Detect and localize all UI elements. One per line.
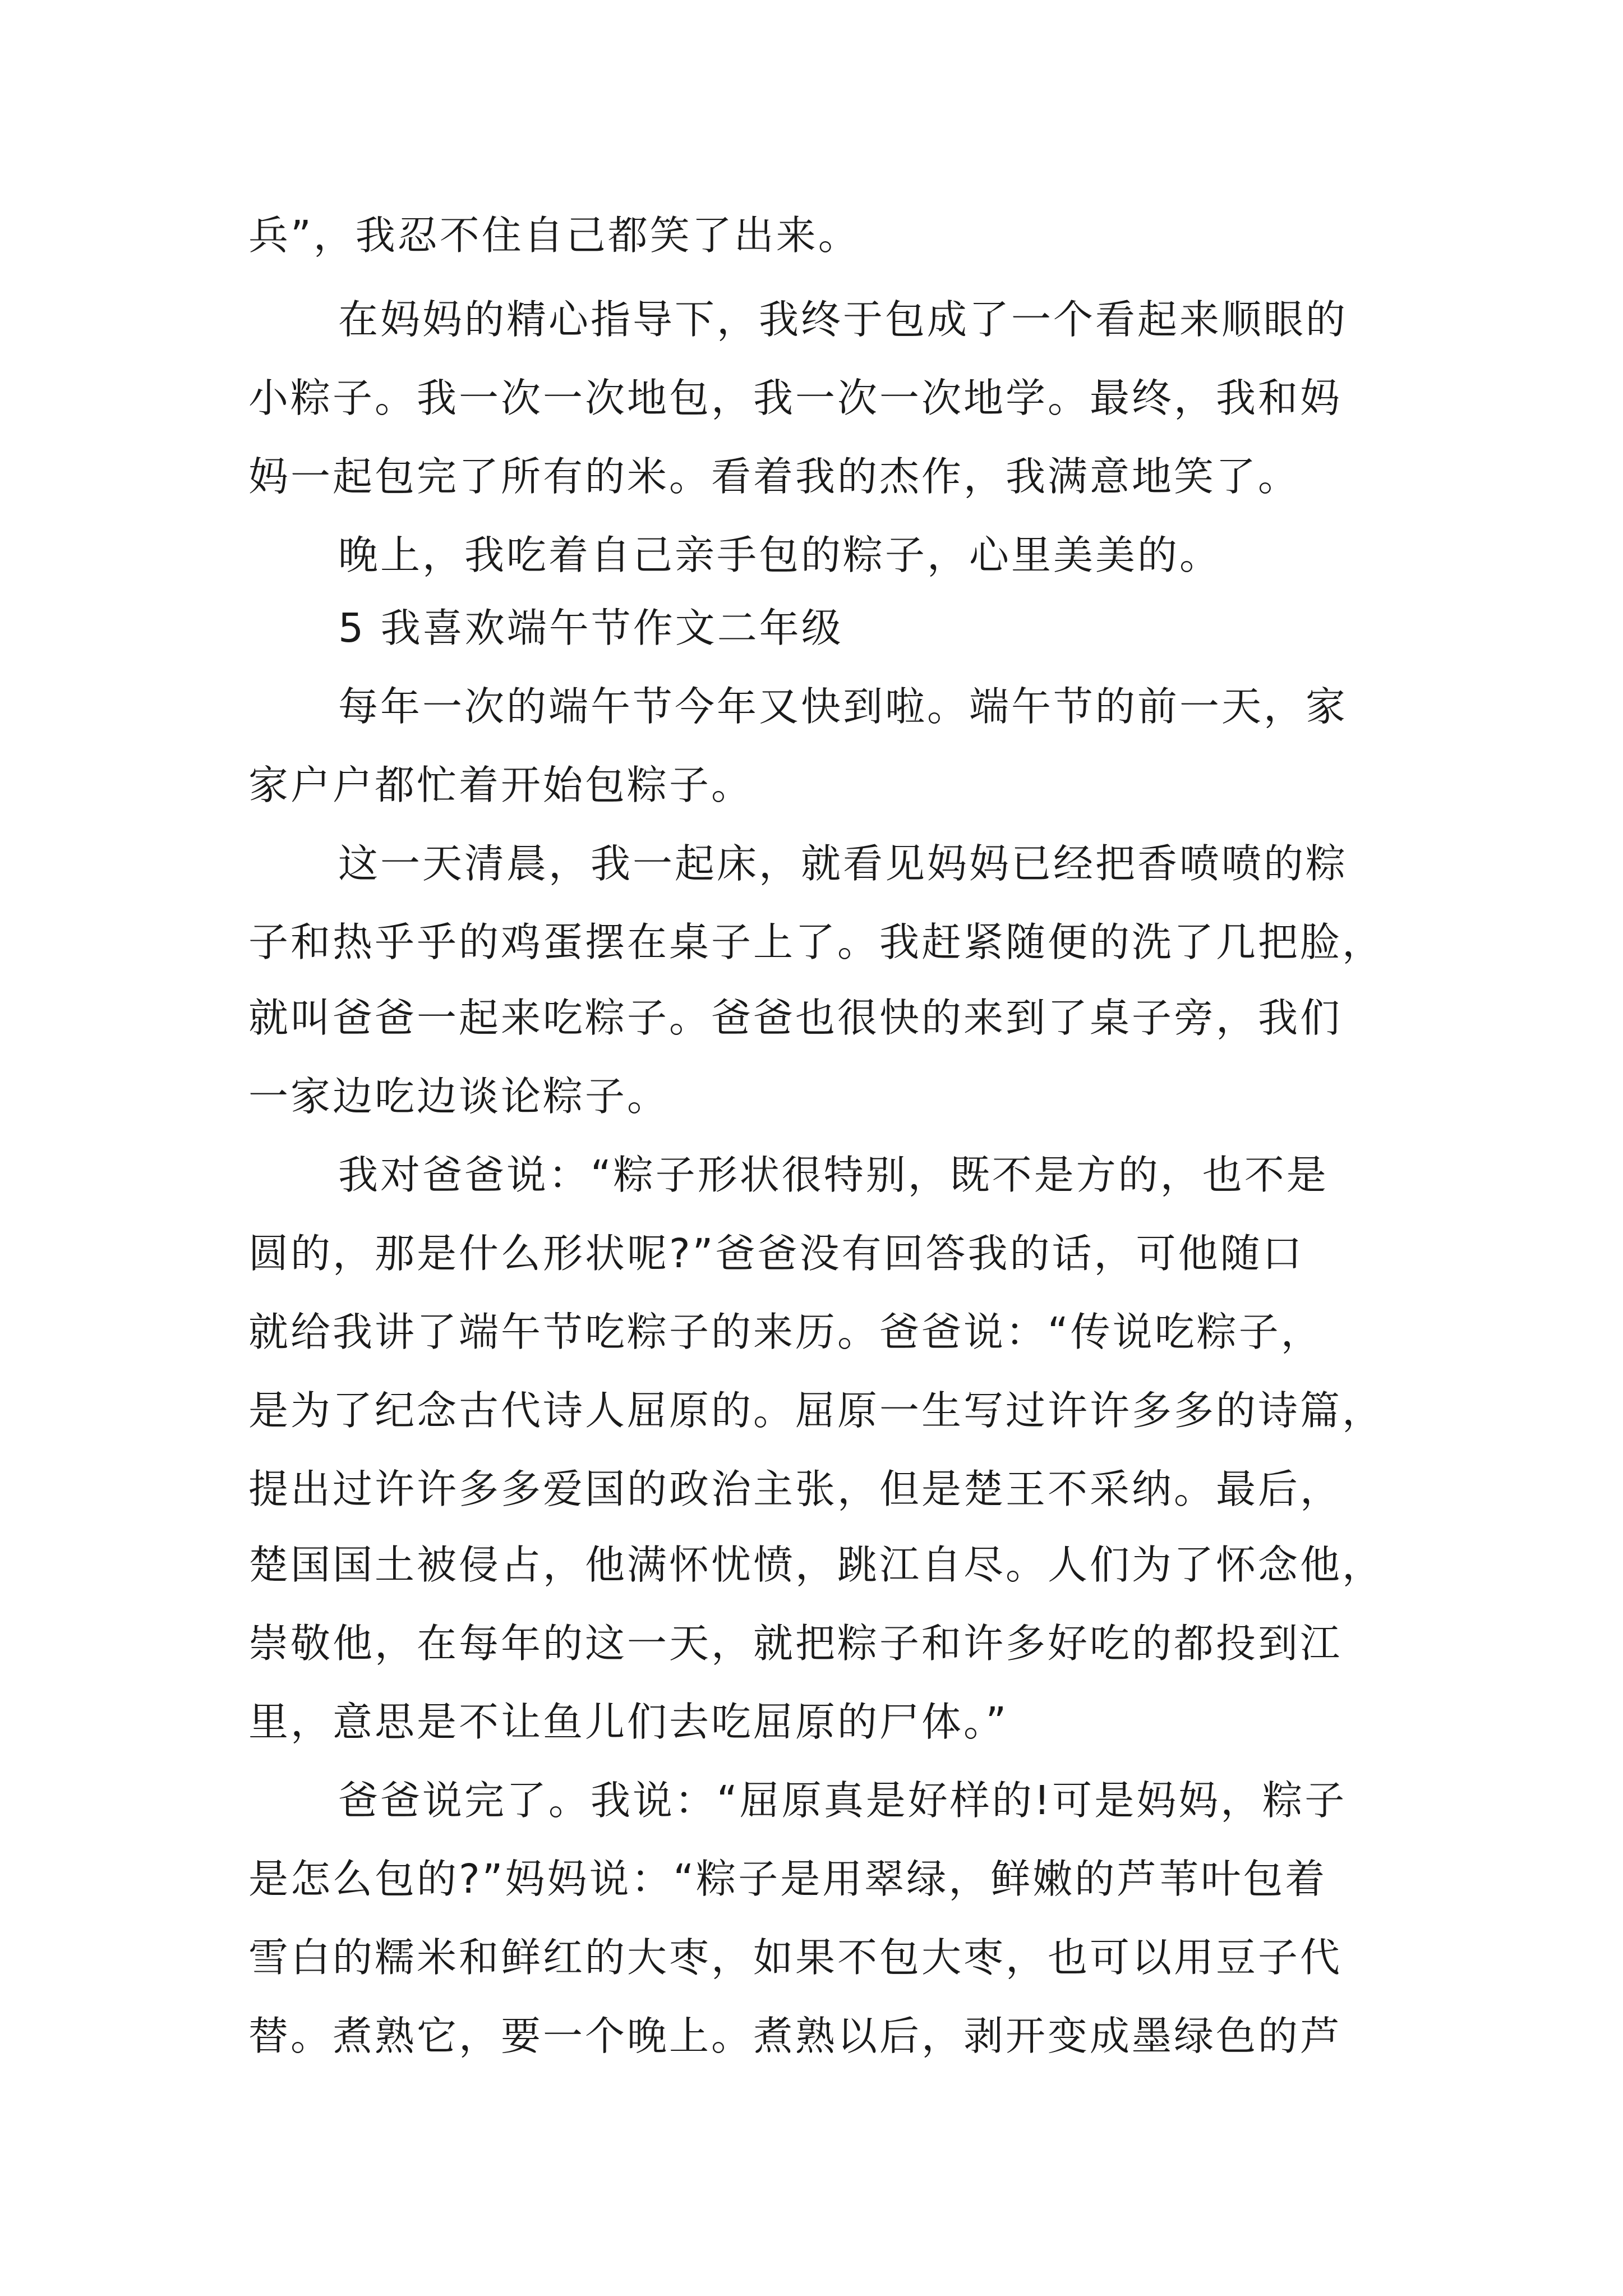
text-line: 就给我讲了端午节吃粽子的来历。爸爸说：“传说吃粽子， <box>248 1309 1323 1355</box>
text-line: 兵”，我忍不住自己都笑了出来。 <box>248 212 860 259</box>
paragraph-line: 晚上，我吃着自己亲手包的粽子，心里美美的。 <box>338 532 1222 578</box>
paragraph-line: 在妈妈的精心指导下，我终于包成了一个看起来顺眼的 <box>338 296 1348 343</box>
text-line: 是为了纪念古代诗人屈原的。屈原一生写过许许多多的诗篇， <box>248 1387 1385 1434</box>
text-line: 子和热乎乎的鸡蛋摆在桌子上了。我赶紧随便的洗了几把脸， <box>248 919 1385 965</box>
text-line: 妈一起包完了所有的米。看着我的杰作，我满意地笑了。 <box>248 453 1301 500</box>
section-heading: 5 我喜欢端午节作文二年级 <box>338 605 843 651</box>
text-line: 提出过许许多多爱国的政治主张，但是楚王不采纳。最后， <box>248 1466 1343 1512</box>
paragraph-line: 每年一次的端午节今年又快到啦。端午节的前一天，家 <box>338 683 1348 730</box>
text-line: 里，意思是不让鱼儿们去吃屈原的尸体。” <box>248 1699 1009 1745</box>
text-line: 家户户都忙着开始包粽子。 <box>248 762 754 808</box>
paragraph-line: 我对爸爸说：“粽子形状很特别，既不是方的，也不是 <box>338 1152 1329 1198</box>
text-line: 圆的，那是什么形状呢?”爸爸没有回答我的话，可他随口 <box>248 1230 1304 1277</box>
text-line: 小粽子。我一次一次地包，我一次一次地学。最终，我和妈 <box>248 375 1343 421</box>
paragraph-line: 这一天清晨，我一起床，就看见妈妈已经把香喷喷的粽 <box>338 840 1348 887</box>
paragraph-line: 爸爸说完了。我说：“屈原真是好样的!可是妈妈，粽子 <box>338 1777 1347 1824</box>
text-line: 是怎么包的?”妈妈说：“粽子是用翠绿，鲜嫩的芦苇叶包着 <box>248 1856 1327 1902</box>
text-line: 崇敬他，在每年的这一天，就把粽子和许多好吃的都投到江 <box>248 1620 1343 1667</box>
text-line: 就叫爸爸一起来吃粽子。爸爸也很快的来到了桌子旁，我们 <box>248 995 1343 1041</box>
text-line: 一家边吃边谈论粽子。 <box>248 1073 670 1120</box>
text-line: 雪白的糯米和鲜红的大枣，如果不包大枣，也可以用豆子代 <box>248 1934 1343 1981</box>
text-line: 楚国国土被侵占，他满怀忧愤，跳江自尽。人们为了怀念他， <box>248 1542 1385 1588</box>
text-line: 替。煮熟它，要一个晚上。煮熟以后，剥开变成墨绿色的芦 <box>248 2013 1343 2059</box>
